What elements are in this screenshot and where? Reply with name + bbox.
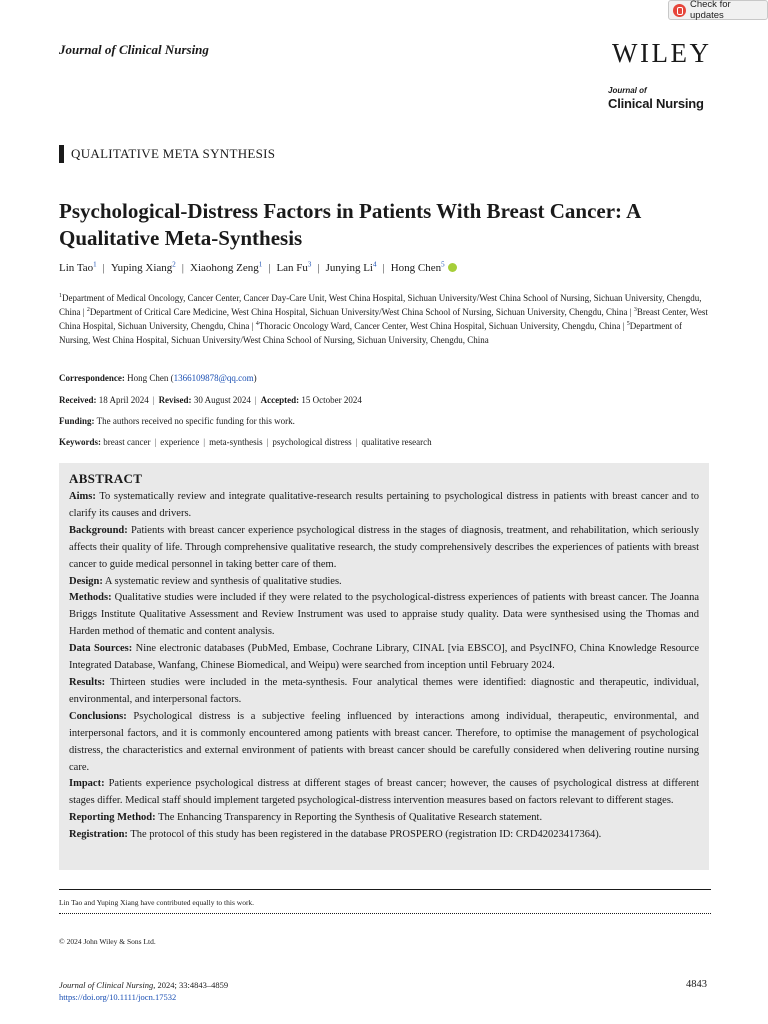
abstract-heading: ABSTRACT: [69, 471, 143, 486]
correspondence: Correspondence: Hong Chen (1366109878@qq.com): [59, 373, 257, 383]
check-updates-button[interactable]: [668, 0, 768, 20]
footnote-divider: [59, 913, 711, 914]
abstract-data-sources: Data Sources: Nine electronic databases (PubMed, Embase, Cochrane Library, CINAL [via EBSCO], and PsycINFO, China Knowledge Resource Integrated Database, Wanfang, Chinese Biomedical, and Weipu) were searched from inception until February 2024.: [69, 643, 700, 672]
check-updates-label: Check for updates: [690, 0, 731, 21]
author-name[interactable]: Hong Chen$^5$: [390, 260, 445, 274]
journal-name: Journal of Clinical Nursing: [59, 42, 209, 57]
article-title: Psychological-Distress Factors in Patients With Breast Cancer: A Qualitative Meta-Synthesis: [59, 199, 641, 250]
publisher-logo: WILEY: [612, 38, 712, 68]
crossmark-icon: [673, 4, 686, 17]
citation-line: Journal of Clinical Nursing, 2024; 33:4843–4859: [59, 980, 229, 990]
author-separator: |: [268, 262, 271, 274]
abstract-aims: Aims: To systematically review and integrate qualitative-research results pertaining to psychological distress in patients with breast cancer and to clarify its causes and drivers.: [69, 491, 699, 519]
page-number: 4843: [686, 979, 707, 990]
abstract-registration: Registration: The protocol of this study has been registered in the database PROSPERO (registration ID: CRD42023417364).: [69, 829, 602, 841]
funding: Funding: The authors received no specific funding for this work.: [59, 416, 295, 426]
author-name[interactable]: Junying Li$^4$: [325, 260, 377, 274]
author-separator: |: [102, 262, 105, 274]
abstract-design: Design: A systematic review and synthesis of qualitative studies.: [69, 575, 342, 587]
abstract-reporting-method: Reporting Method: The Enhancing Transparency in Reporting the Synthesis of Qualitative Research statement.: [69, 812, 543, 824]
abstract-box: [59, 463, 709, 870]
abstract-results: Results: Thirteen studies were included in the meta-synthesis. Four analytical themes were identified: diagnostic and therapeutic, individual, environmental, and interpersonal factors.: [69, 676, 699, 705]
article-dates: Received: 18 April 2024 | Revised: 30 August 2024 | Accepted: 15 October 2024: [59, 395, 362, 405]
author-list: [59, 262, 457, 274]
affiliations: $^1$Department of Medical Oncology, Cancer Center, Cancer Day-Care Unit, West China Hospital, Sichuan University/West China School of Nursing, Sichuan University, Chengdu, China | $^2$Department of Critical Care Medicine, West China Hospital, Sichuan University/West China School of Nursing, Sichuan University, Chengdu, China | $^3$Breast Center, West China Hospital, Sichuan University, Chengdu, China | $^4$Thoracic Oncology Ward, Cancer Center, West China Hospital, Sichuan University, Chengdu, China | $^5$Department of Nursing, West China Hospital, Sichuan University/West China School of Nursing, Sichuan University, Chengdu, China: [59, 293, 708, 345]
abstract-conclusions: Conclusions: Psychological distress is a subjective feeling influenced by interactions among individual, therapeutic, environmental, and interpersonal factors, and it is commonly encountered among patients with breast cancer. Therefore, to optimise the management of psychological distress, the characteristics and external environment of patients with breast cancer should be carefully considered when delivering routine nursing care.: [69, 710, 699, 773]
section-marker: [59, 145, 64, 163]
keywords: Keywords: breast cancer | experience | meta-synthesis | psychological distress | qualitative research: [59, 437, 432, 447]
journal-logo-line2: Clinical Nursing: [608, 96, 704, 111]
copyright-notice: © 2024 John Wiley & Sons Ltd.: [59, 937, 156, 946]
journal-logo-line1: Journal of: [608, 86, 647, 95]
abstract-methods: Methods: Qualitative studies were included if they were related to the psychological-distress experiences of patients with breast cancer. The Joanna Briggs Institute Qualitative Assessment and Review Instrument was used to appraise study quality. Data were synthesised using the Thomas and Harden method of thematic and content analysis.: [69, 592, 699, 638]
author-separator: |: [181, 262, 184, 274]
author-name[interactable]: Xiaohong Zeng$^1$: [190, 260, 263, 274]
abstract-background: Background: Patients with breast cancer experience psychological distress in the stages of diagnosis, treatment, and rehabilitation, which seriously affects their quality of life. Through comprehensive qualitative research, the study comprehensively describes the experiences of patients with breast cancer to guide medical personnel in taking better care of them.: [69, 524, 700, 570]
author-name[interactable]: Yuping Xiang$^2$: [110, 260, 176, 274]
author-separator: |: [317, 262, 320, 274]
citation-footer: [59, 979, 228, 1003]
author-name[interactable]: Lin Tao$^1$: [59, 260, 97, 274]
author-separator: |: [382, 262, 385, 274]
author-name[interactable]: Lan Fu$^3$: [276, 260, 312, 274]
doi-link[interactable]: https://doi.org/10.1111/jocn.17532: [59, 992, 177, 1002]
abstract-impact: Impact: Patients experience psychological distress at different stages of breast cancer; however, the causes of psychological distress at different stages differ. Medical staff should implement targeted psychological-distress intervention measures based on factors relevant to different stages.: [69, 778, 699, 807]
orcid-icon[interactable]: [448, 263, 457, 272]
contribution-footnote: Lin Tao and Yuping Xiang have contributed equally to this work.: [59, 898, 255, 907]
footnote-rule: [59, 889, 711, 890]
correspondence-email-link[interactable]: 1366109878@qq.com: [173, 373, 254, 383]
article-section: QUALITATIVE META SYNTHESIS: [71, 146, 276, 161]
